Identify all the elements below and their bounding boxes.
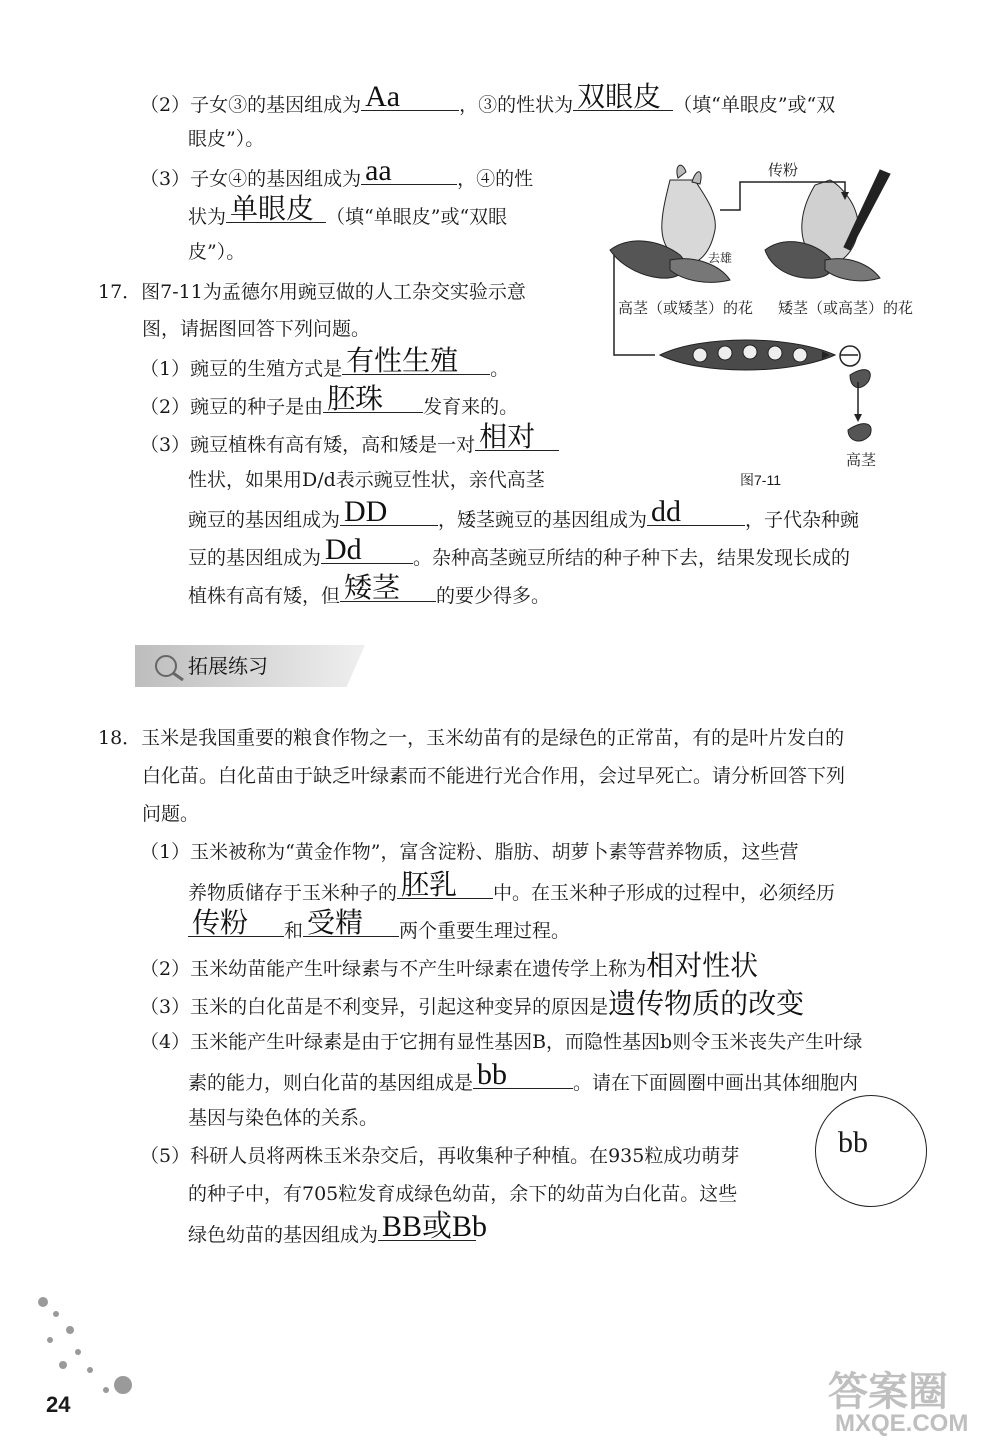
handwritten-answer: 胚乳 [401,868,458,901]
q17-part3-line1: （3）豌豆植株有高有矮，高和矮是一对 相对 [140,428,559,459]
q17-part1: （1）豌豆的生殖方式是 有性生殖 。 [140,344,510,380]
decorative-dots [28,1290,148,1400]
q18-part3: （3）玉米的白化苗是不利变异，引起这种变异的原因是遗传物质的改变 [140,987,805,1020]
handwritten-answer: BB或Bb [382,1210,488,1243]
answer-circle[interactable] [815,1095,927,1207]
answer-blank[interactable] [361,154,457,187]
handwritten-answer: 遗传物质的改变 [608,987,805,1020]
q17-part3-line2: 性状，如果用D/d表示豌豆性状，亲代高茎 [188,469,545,491]
handwritten-answer: 矮茎 [344,571,401,604]
answer-blank[interactable] [303,906,399,939]
q18-part5-line3: 绿色幼苗的基因组成为 BB或Bb [188,1210,488,1246]
answer-blank[interactable] [321,533,413,566]
section-title: 拓展练习 [188,654,268,678]
handwritten-answer: bb [477,1058,508,1091]
q18-part4-line3: 基因与染色体的关系。 [188,1107,379,1129]
pea-cross-figure [600,160,935,488]
answer-blank[interactable] [378,1210,488,1243]
figure-number: 图7-11 [740,472,781,488]
magnifier-icon [150,650,186,682]
caption-right: 矮茎（或高茎）的花 [778,299,914,317]
answer-blank[interactable] [188,906,284,939]
answer-blank[interactable] [475,420,559,453]
pea-cross-illustration [600,160,935,485]
q17-stem-line2: 图，请据图回答下列问题。 [142,318,371,340]
tall-label: 高茎 [846,451,877,469]
q18-part4-line2: 素的能力，则白化苗的基因组成是 bb 。请在下面圆圈中画出其体细胞内 [188,1058,859,1094]
q16-part2-line1: （2）子女③的基因组成为 Aa ，③的性状为 双眼皮 （填“单眼皮”或“双 [140,80,836,116]
answer-blank[interactable] [397,868,493,901]
handwritten-answer: Dd [325,533,362,566]
q17-part3-line5: 植株有高有矮，但 矮茎 的要少得多。 [188,571,551,607]
q18-part1-line3: 传粉 和 受精 两个重要生理过程。 [188,914,570,945]
q18-stem-line2: 白化苗。白化苗由于缺乏叶绿素而不能进行光合作用，会过早死亡。请分析回答下列 [142,765,846,787]
q18-part1-line1: （1）玉米被称为“黄金作物”，富含淀粉、脂肪、胡萝卜素等营养物质，这些营 [140,841,799,863]
pollination-label: 传粉 [768,161,799,179]
handwritten-answer: 单眼皮 [230,192,315,225]
answer-blank[interactable] [647,495,745,528]
answer-blank[interactable] [473,1058,573,1091]
handwritten-answer: 相对性状 [646,949,759,982]
q16-part3-line3: 皮”）。 [188,241,246,263]
q17-part3-line3: 豌豆的基因组成为 DD ，矮茎豌豆的基因组成为 dd ，子代杂种豌 [188,495,860,531]
answer-blank[interactable] [340,571,436,604]
answer-blank[interactable] [361,80,459,113]
q17-stem-line1: 17．图7-11为孟德尔用豌豆做的人工杂交实验示意 [98,281,526,303]
handwritten-answer: aa [365,154,392,187]
handwritten-answer: DD [344,495,388,528]
answer-blank[interactable] [226,192,326,225]
handwritten-answer: 双眼皮 [577,80,662,113]
handwritten-answer: dd [651,495,682,528]
watermark-logo: 答案圈 [828,1370,948,1414]
q17-part3-line4: 豆的基因组成为 Dd 。杂种高茎豌豆所结的种子种下去，结果发现长成的 [188,533,851,569]
handwritten-answer: 胚珠 [327,382,384,415]
q18-stem-line3: 问题。 [142,803,200,825]
page-number: 24 [46,1392,71,1417]
handwritten-answer: 传粉 [192,906,249,939]
q18-part5-line1: （5）科研人员将两株玉米杂交后，再收集种子种植。在935粒成功萌芽 [140,1145,740,1167]
answer-blank[interactable] [573,80,673,113]
q18-stem-line1: 18．玉米是我国重要的粮食作物之一，玉米幼苗有的是绿色的正常苗，有的是叶片发白的 [98,727,845,749]
q16-part3-line2: 状为 单眼皮 （填“单眼皮”或“双眼 [188,192,508,228]
q18-part1-line2: 养物质储存于玉米种子的 胚乳 中。在玉米种子形成的过程中，必须经历 [188,868,836,904]
q18-part2: （2）玉米幼苗能产生叶绿素与不产生叶绿素在遗传学上称为相对性状 [140,949,759,982]
answer-blank[interactable] [340,495,438,528]
q18-part4-line1: （4）玉米能产生叶绿素是由于它拥有显性基因B，而隐性基因b则令玉米丧失产生叶绿 [140,1031,863,1053]
q17-part2: （2）豌豆的种子是由 胚珠 发育来的。 [140,382,519,418]
answer-blank[interactable] [342,344,490,377]
stamen-label: 去雄 [708,251,733,265]
circle-answer: bb [838,1126,868,1159]
handwritten-answer: 受精 [307,906,364,939]
q16-part2-line2: 眼皮”）。 [188,128,265,150]
q16-part3-line1: （3）子女④的基因组成为 aa ，④的性 [140,154,534,190]
handwritten-answer: 有性生殖 [346,344,459,377]
answer-blank[interactable] [323,382,423,415]
q18-part5-line2: 的种子中，有705粒发育成绿色幼苗，余下的幼苗为白化苗。这些 [188,1183,738,1205]
handwritten-answer: Aa [365,80,401,113]
handwritten-answer: 相对 [479,420,536,453]
caption-left: 高茎（或矮茎）的花 [618,299,754,317]
watermark-url: MXQE.COM [835,1410,969,1437]
